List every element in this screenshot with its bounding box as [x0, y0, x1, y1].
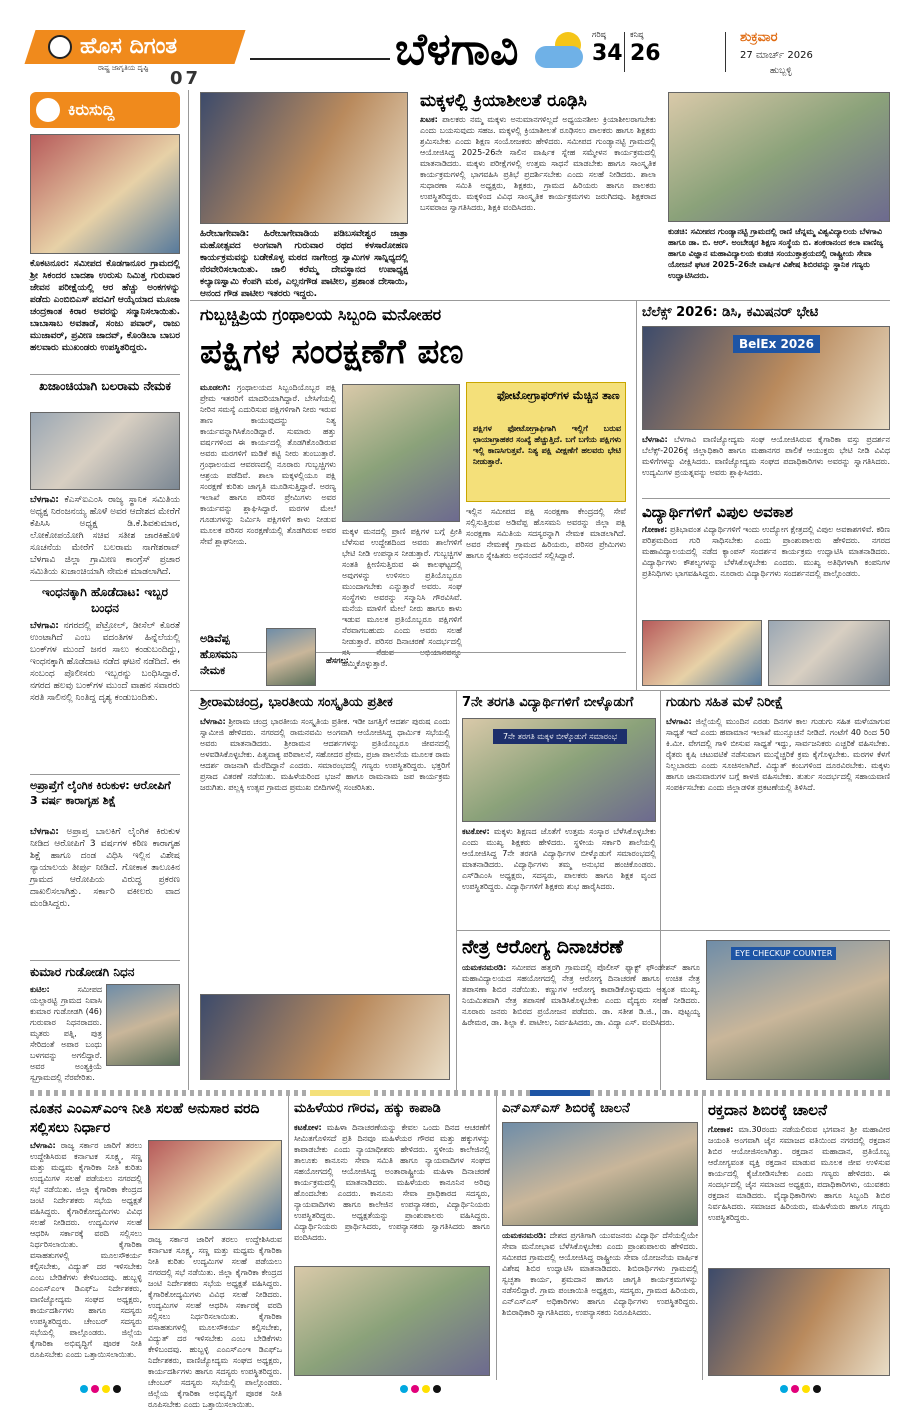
column-rule: [288, 1096, 289, 1380]
lead-kicker: ಗುಬ್ಬಚ್ಚಿಪ್ರಿಯ ಗ್ರಂಥಾಲಯ ಸಿಬ್ಬಂದಿ ಮನೋಹರ: [200, 305, 442, 324]
story-headline: 7ನೇ ತರಗತಿ ವಿದ್ಯಾರ್ಥಿಗಳಿಗೆ ಬೀಳ್ಕೊಡುಗೆ: [462, 695, 634, 710]
lead-photo: [342, 384, 460, 522]
story-text: ಕೊಕಟನೂರ: ಸಮೀಪದ ಕೊಡಗಾನೂರ ಗ್ರಾಮದಲ್ಲಿ ಶ್ರೀ ಸಿಕಂದರ ಬಾದಶಾ ಉರುಸು ನಿಮಿತ್ತ ಗುರುವಾರ ಜೇವನ ಪರೀಕ್ಷೆಯಲ್ಲಿ ಆರ ಹೆಚ್ಚು ಅಂಕಗಳನ್ನು ಪಡೆದು ಎಂಬಿಬಿಎಸ್ ಪದವಿಗೆ ಆಯ್ಕೆಯಾದ ಮೂಜಾ ಚಂದ್ರಕಾಂತ ಕಿರಾರ ಅವರನ್ನು ಸನ್ಮಾನಿಸಲಾಯಿತು. ಬಾಬಾಸಾಬ ಅವತಾಡೆ, ಸಂಜು ಪವಾರ್, ರಾಜು ಮುಜಾವರ್, ಪ್ರವೀಣ ಜಾದವ್, ಕೊಂಡಿಬಾ ಬಾಬರ ಹಲವಾರು ಮುಖಂಡರು ಉಪಸ್ಥಿತರಿದ್ದರು.: [30, 259, 180, 353]
photo: [768, 620, 890, 686]
photo: [642, 326, 890, 430]
column-rule: [456, 690, 457, 1090]
story-headline: ನೂತನ ಎಂಎಸ್ಎಂಇ ನೀತಿ ಸಲಹೆ ಅನುಸಾರ ವರದಿ ಸಲ್ಲಿಸಲು ನಿರ್ಧಾರ: [30, 1101, 260, 1136]
byline-portrait: [266, 628, 316, 686]
date-divider: [725, 32, 726, 72]
expo-banner: BelEx 2026: [733, 335, 820, 353]
story-headline: ಕುಮಾರ ಗುಡೋಡಗಿ ನಿಧನ: [30, 965, 135, 979]
story-text: ಯಮಕನಮರಡಿ: ಸಮೀಪದ ಹತ್ತರಗಿ ಗ್ರಾಮದಲ್ಲಿ ಪೊಲೀಸ್ ಫ್ಯಾಕ್ಟ್ ಫೌಂಡೇಶನ್ ಹಾಗೂ ಮಹಾವಿದ್ಯಾಲಯದ ಸಹಯೋಗದಲ್ಲಿ ನೇತ್ರ ಆರೋಗ್ಯ ದಿನಾಚರಣೆ ಹಾಗೂ ಉಚಿತ ನೇತ್ರ ತಪಾಸಣಾ ಶಿಬಿರ ನಡೆಯಿತು. ಕಣ್ಣುಗಳ ಆರೋಗ್ಯ ಕಾಪಾಡಿಕೊಳ್ಳುವುದು ಅತ್ಯಂತ ಮುಖ್ಯ. ನಿಯಮಿತವಾಗಿ ನೇತ್ರ ತಪಾಸಣೆ ಮಾಡಿಸಿಕೊಳ್ಳಬೇಕು ಎಂದು ವೈದ್ಯರು ಸಲಹೆ ನೀಡಿದರು. ನೂರಾರು ಜನರು ಶಿಬಿರದ ಪ್ರಯೋಜನ ಪಡೆದರು. ಡಾ. ಸತೀಶ ಡಿ.ಜಿ., ಡಾ. ಪುಟ್ಟಯ್ಯ ಹಿರೇಮಠ, ಡಾ. ಶಿಲ್ಪಾ ಕೆ. ಪಾಟೀಲ, ನಿರ್ವಹಿಸಿದರು, ಡಾ. ವಿದ್ಯಾ ಎಸ್. ವಂದಿಸಿದರು.: [462, 963, 700, 1027]
byline-surname: ಹೊಸಮನಿ: [200, 648, 238, 661]
masthead-rule: [250, 58, 390, 60]
section-rule: [190, 300, 890, 301]
date-text: 27 ಮಾರ್ಚ್ 2026: [740, 50, 813, 61]
story-divider: [30, 774, 180, 775]
photo: [502, 1122, 698, 1226]
story-headline: ಮಕ್ಕಳಲ್ಲಿ ಕ್ರಿಯಾಶೀಲತೆ ರೂಢಿಸಿ: [420, 91, 587, 111]
lead-text: ಮೂಡಲಗಿ: ಗ್ರಂಥಾಲಯದ ಸಿಬ್ಬಂದಿಯೊಬ್ಬರ ಪಕ್ಷಿ ಪ್ರೇಮ ಇತರರಿಗೆ ಮಾದರಿಯಾಗಿದ್ದಾರೆ. ಬೇಸಿಗೆಯಲ್ಲಿ ನೀರಿನ ಸಮಸ್ಯೆ ಎದುರಿಸುವ ಪಕ್ಷಿಗಳಿಗಾಗಿ ನೀರು ಇರುವ ತಾಣ ಕಾಯುವುದನ್ನು ನಿತ್ಯ ಕಾರ್ಯವನ್ನಾಗಿಸಿಕೊಂಡಿದ್ದಾರೆ. ಸುಮಾರು ಹತ್ತು ವರ್ಷಗಳಿಂದ ಈ ಕಾರ್ಯದಲ್ಲಿ ತೊಡಗಿಕೊಂಡಿರುವ ಅವರು ಮರಗಳಿಗೆ ಮಡಿಕೆ ಕಟ್ಟಿ ನೀರು ತುಂಬುತ್ತಾರೆ. ಗ್ರಂಥಾಲಯದ ಆವರಣದಲ್ಲಿ ನೂರಾರು ಗುಬ್ಬಚ್ಚಿಗಳು ಆಶ್ರಯ ಪಡೆದಿವೆ. ಶಾಲಾ ಮಕ್ಕಳಲ್ಲಿಯೂ ಪಕ್ಷಿ ಸಂರಕ್ಷಣೆ ಕುರಿತು ಜಾಗೃತಿ ಮೂಡಿಸುತ್ತಿದ್ದಾರೆ. ಅರಣ್ಯ ಇಲಾಖೆ ಹಾಗೂ ಪರಿಸರ ಪ್ರೇಮಿಗಳು ಅವರ ಕಾರ್ಯವನ್ನು ಶ್ಲಾಘಿಸಿದ್ದಾರೆ. ಮರಗಳ ಮೇಲೆ ಗೂಡುಗಳನ್ನು ನಿರ್ಮಿಸಿ ಪಕ್ಷಿಗಳಿಗೆ ಕಾಳು ನೀಡುವ ಮೂಲಕ ಪರಿಸರ ಸಂರಕ್ಷಣೆಯಲ್ಲಿ ತೊಡಗಿರುವ ಅವರ ಸೇವೆ ಶ್ಲಾಘನೀಯ.: [200, 383, 337, 546]
photo: [642, 620, 762, 686]
story-headline: ಗುಡುಗು ಸಹಿತ ಮಳೆ ನಿರೀಕ್ಷೆ: [666, 695, 784, 710]
lead-text-3: ಇಲ್ಲಿನ ಸಮೀಪದ ಪಕ್ಷಿ ಸಂರಕ್ಷಣಾ ಕೇಂದ್ರದಲ್ಲಿ ಸೇವೆ ಸಲ್ಲಿಸುತ್ತಿರುವ ಅಡಿವೆಪ್ಪ ಹೊಸಮನಿ ಅವರನ್ನು ಜಿಲ್ಲಾ ಪಕ್ಷಿ ಸಂರಕ್ಷಣಾ ಸಮಿತಿಯ ಸದಸ್ಯರನ್ನಾಗಿ ನೇಮಕ ಮಾಡಲಾಗಿದೆ. ಅವರ ನೇಮಕಕ್ಕೆ ಗ್ರಾಮದ ಹಿರಿಯರು, ಪರಿಸರ ಪ್ರೇಮಿಗಳು ಹಾಗೂ ಸ್ನೇಹಿತರು ಅಭಿನಂದನೆ ಸಲ್ಲಿಸಿದ್ದಾರೆ.: [466, 507, 626, 560]
logo-tagline: ರಾಷ್ಟ್ರ ಜಾಗೃತಿಯ ದೃಷ್ಟಿ: [98, 64, 149, 72]
photo: [148, 1140, 282, 1230]
logo-emblem-icon: [48, 35, 72, 59]
story-divider: [642, 498, 890, 499]
story-text: ಬೆಳಗಾವಿ: ಕೆಎಸ್‌ಐಎಂಸಿ ರಾಜ್ಯ ಸ್ಥಾನಿಕ ಸಮಿತಿಯ ಅಧ್ಯಕ್ಷ ನಿರಂಜನಯ್ಯ ಹೊಳೆ ಅವರ ಆದೇಶದ ಮೇರೆಗೆ ಕೆಪಿಸಿಸಿ ಅಧ್ಯಕ್ಷ ಡಿ.ಕೆ.ಶಿವಕುಮಾರ, ಲೋಕೋಪಯೋಗಿ ಸಚಿವ ಸತೀಶ ಜಾರಕಿಹೊಳಿ ಸೂಚನೆಯ ಮೇರೆಗೆ ಬಲರಾಮ ನಾಗೇಶರಾವ್ ಬೆಳಗಾವಿ ಜಿಲ್ಲಾ ಗ್ರಾಮೀಣ ಕಾಂಗ್ರೆಸ್ ಪ್ರಚಾರ ಸಮಿತಿಯ ಖಜಾಂಚಿಯಾಗಿ ನೇಮಕ ಮಾಡಲಾಗಿದೆ.: [30, 495, 180, 577]
story-text: ಕಟಕೋಳ: ಮಕ್ಕಳು ಶಿಕ್ಷಣದ ಜೊತೆಗೆ ಉತ್ತಮ ಸಂಸ್ಕಾರ ಬೆಳೆಸಿಕೊಳ್ಳಬೇಕು ಎಂದು ಮುಖ್ಯ ಶಿಕ್ಷಕರು ಹೇಳಿದರು. ಸ್ಥಳೀಯ ಸರ್ಕಾರಿ ಶಾಲೆಯಲ್ಲಿ ಆಯೋಜಿಸಿದ್ದ 7ನೇ ತರಗತಿ ವಿದ್ಯಾರ್ಥಿಗಳ ಬೀಳ್ಕೊಡುಗೆ ಸಮಾರಂಭದಲ್ಲಿ ಮಾತನಾಡಿದರು. ವಿದ್ಯಾರ್ಥಿಗಳು ತಮ್ಮ ಅನುಭವ ಹಂಚಿಕೊಂಡರು. ಎಸ್‌ಡಿಎಂಸಿ ಅಧ್ಯಕ್ಷರು, ಸದಸ್ಯರು, ಪಾಲಕರು ಹಾಗೂ ಶಿಕ್ಷಕ ವೃಂದ ಉಪಸ್ಥಿತರಿದ್ದರು. ವಿದ್ಯಾರ್ಥಿಗಳಿಗೆ ಶಿಕ್ಷಕರು ಶುಭ ಹಾರೈಸಿದರು.: [462, 827, 656, 891]
story-text: ಹಿರೇಬಾಗೇವಾಡಿ: ಹಿರೇಬಾಗೇವಾಡಿಯ ಪಡಿಬಸವೇಶ್ವರ ಜಾತ್ರಾ ಮಹೋತ್ಸವದ ಅಂಗವಾಗಿ ಗುರುವಾರ ರಥದ ಕಳಸಾರೋಹಣ ಕಾರ್ಯಕ್ರಮವನ್ನು ಬಡೇಕೊಳ್ಳ ಮಠದ ನಾಗೇಂದ್ರ ಸ್ವಾಮಿಗಳ ಸಾನ್ನಿಧ್ಯದಲ್ಲಿ ನೆರವೇರಿಸಲಾಯಿತು. ಜಾಲಿ ಕರೆಮ್ಮ ದೇವಸ್ಥಾನದ ಉಪಾಧ್ಯಕ್ಷ ಕಲ್ಯಾಣಸ್ವಾಮಿ ಕೆಂಪಗಿ ಮಠ, ಎಲ್ಲನಗೌಡ ಪಾಟೀಲ, ಪ್ರಶಾಂತ ದೇಸಾಯಿ, ಆನಂದ ಗೌಡ ಪಾಟೀಲ ಇತರರು ಇದ್ದರು.: [200, 229, 408, 299]
story-text: ಗೋಕಾಕ: ಮಾ.30ರಂದು ನಡೆಯಲಿರುವ ಭಗವಾನ ಶ್ರೀ ಮಹಾವೀರ ಜಯಂತಿ ಅಂಗವಾಗಿ ಜೈನ ಸಮಾಜದ ವತಿಯಿಂದ ನಗರದಲ್ಲಿ ರಕ್ತದಾನ ಶಿಬಿರ ಆಯೋಜಿಸಲಾಗಿತ್ತು. ರಕ್ತದಾನ ಮಹಾದಾನ, ಪ್ರತಿಯೊಬ್ಬ ಆರೋಗ್ಯವಂತ ವ್ಯಕ್ತಿ ರಕ್ತದಾನ ಮಾಡುವ ಮೂಲಕ ಜೀವ ಉಳಿಸುವ ಕಾರ್ಯದಲ್ಲಿ ಕೈಜೋಡಿಸಬೇಕು ಎಂದು ಗಣ್ಯರು ಹೇಳಿದರು. ಈ ಸಂದರ್ಭದಲ್ಲಿ ಜೈನ ಸಮಾಜದ ಅಧ್ಯಕ್ಷರು, ಪದಾಧಿಕಾರಿಗಳು, ಯುವಕರು ರಕ್ತದಾನ ಮಾಡಿದರು. ವೈದ್ಯಾಧಿಕಾರಿಗಳು ಹಾಗೂ ಸಿಬ್ಬಂದಿ ಶಿಬಿರ ನಿರ್ವಹಿಸಿದರು. ಸಮಾಜದ ಹಿರಿಯರು, ಮಹಿಳೆಯರು ಹಾಗೂ ಗಣ್ಯರು ಉಪಸ್ಥಿತರಿದ್ದರು.: [708, 1125, 890, 1222]
story-headline: ಖಜಾಂಚಿಯಾಗಿ ಬಲರಾಮ ನೇಮಕ: [39, 379, 171, 393]
photo: [30, 412, 180, 490]
photo: [708, 1268, 890, 1376]
story-text: ಕಟಕೋಳ: ಮಹಿಳಾ ದಿನಾಚರಣೆಯನ್ನು ಕೇವಲ ಒಂದು ದಿನದ ಆಚರಣೆಗೆ ಸೀಮಿತಗೊಳಿಸದೆ ಪ್ರತಿ ದಿನವೂ ಮಹಿಳೆಯರ ಗೌರವ ಮತ್ತು ಹಕ್ಕುಗಳನ್ನು ಕಾಪಾಡಬೇಕು ಎಂದು ನ್ಯಾಯಾಧೀಶರು ಹೇಳಿದರು. ಸ್ಥಳೀಯ ಕಾಲೇಜಿನಲ್ಲಿ ತಾಲೂಕು ಕಾನೂನು ಸೇವಾ ಸಮಿತಿ ಹಾಗೂ ನ್ಯಾಯವಾದಿಗಳ ಸಂಘದ ಸಹಯೋಗದಲ್ಲಿ ಆಯೋಜಿಸಿದ್ದ ಅಂತಾರಾಷ್ಟ್ರೀಯ ಮಹಿಳಾ ದಿನಾಚರಣೆ ಕಾರ್ಯಕ್ರಮದಲ್ಲಿ ಮಾತನಾಡಿದರು. ಮಹಿಳೆಯರು ಕಾನೂನಿನ ಅರಿವು ಹೊಂದಬೇಕು ಎಂದರು. ಕಾನೂನು ಸೇವಾ ಪ್ರಾಧಿಕಾರದ ಸದಸ್ಯರು, ನ್ಯಾಯವಾದಿಗಳು ಹಾಗೂ ಕಾಲೇಜಿನ ಉಪನ್ಯಾಸಕರು, ವಿದ್ಯಾರ್ಥಿನಿಯರು ಉಪಸ್ಥಿತರಿದ್ದರು. ಅಧ್ಯಕ್ಷತೆಯನ್ನು ಪ್ರಾಂಶುಪಾಲರು ವಹಿಸಿದ್ದರು. ವಿದ್ಯಾರ್ಥಿನಿಯರು ಪ್ರಾರ್ಥಿಸಿದರು, ಉಪನ್ಯಾಸಕರು ಸ್ವಾಗತಿಸಿದರು ಹಾಗೂ ವಂದಿಸಿದರು.: [294, 1123, 490, 1242]
photo: [30, 134, 180, 254]
photo-box-text: ಪಕ್ಷಿಗಳ ಫೋಟೋಗ್ರಾಫಿಗಾಗಿ ಇಲ್ಲಿಗೆ ಬರುವ ಛಾಯಾಗ್ರಾಹಕರ ಸಂಖ್ಯೆ ಹೆಚ್ಚುತ್ತಿದೆ. ಬಗೆ ಬಗೆಯ ಪಕ್ಷಿಗಳು ಇಲ್ಲಿ ಕಾಣಸಿಗುತ್ತವೆ. ನಿತ್ಯ ಪಕ್ಷಿ ವೀಕ್ಷಣೆಗೆ ಹಲವರು ಭೇಟಿ ನೀಡುತ್ತಾರೆ.: [473, 424, 621, 466]
story-text: ಬೆಳಗಾವಿ: ಬೆಳಗಾವಿ ವಾಣಿಜ್ಯೋದ್ಯಮ ಸಂಘ ಆಯೋಜಿಸಿರುವ ಕೈಗಾರಿಕಾ ವಸ್ತು ಪ್ರದರ್ಶನ ಬೆಲೆಕ್ಸ್-2026ಕ್ಕೆ ಜಿಲ್ಲಾಧಿಕಾರಿ ಹಾಗೂ ಮಹಾನಗರ ಪಾಲಿಕೆ ಆಯುಕ್ತರು ಭೇಟಿ ನೀಡಿ ವಿವಿಧ ಮಳಿಗೆಗಳನ್ನು ವೀಕ್ಷಿಸಿದರು. ವಾಣಿಜ್ಯೋದ್ಯಮ ಸಂಘದ ಪದಾಧಿಕಾರಿಗಳು ಅವರನ್ನು ಸ್ವಾಗತಿಸಿದರು. ಉದ್ಯಮಿಗಳ ಪ್ರಯತ್ನವನ್ನು ಅವರು ಶ್ಲಾಘಿಸಿದರು.: [642, 435, 890, 477]
story-divider: [30, 580, 180, 581]
story-text: ಬೆಳಗಾವಿ: ರಾಜ್ಯ ಸರ್ಕಾರ ಜಾರಿಗೆ ತರಲು ಉದ್ದೇಶಿಸಿರುವ ಕರ್ನಾಟಕ ಸೂಕ್ಷ್ಮ, ಸಣ್ಣ ಮತ್ತು ಮಧ್ಯಮ ಕೈಗಾರಿಕಾ ನೀತಿ ಕುರಿತು ಉದ್ಯಮಿಗಳ ಸಲಹೆ ಪಡೆಯಲು ನಗರದಲ್ಲಿ ಸಭೆ ನಡೆಯಿತು. ಜಿಲ್ಲಾ ಕೈಗಾರಿಕಾ ಕೇಂದ್ರದ ಜಂಟಿ ನಿರ್ದೇಶಕರು ಸಭೆಯ ಅಧ್ಯಕ್ಷತೆ ವಹಿಸಿದ್ದರು. ಕೈಗಾರಿಕೋದ್ಯಮಿಗಳು ವಿವಿಧ ಸಲಹೆ ನೀಡಿದರು. ಉದ್ಯಮಿಗಳ ಸಲಹೆ ಆಧರಿಸಿ ಸರ್ಕಾರಕ್ಕೆ ವರದಿ ಸಲ್ಲಿಸಲು ನಿರ್ಧರಿಸಲಾಯಿತು. ಕೈಗಾರಿಕಾ ವಸಾಹತುಗಳಲ್ಲಿ ಮೂಲಸೌಕರ್ಯ ಕಲ್ಪಿಸಬೇಕು, ವಿದ್ಯುತ್ ದರ ಇಳಿಸಬೇಕು ಎಂಬ ಬೇಡಿಕೆಗಳು ಕೇಳಿಬಂದವು. ಹುಬ್ಬಳ್ಳಿ ಎಂಎಸ್ಎಂಇ ಡಿಎಫ್‌ಒ ನಿರ್ದೇಶಕರು, ವಾಣಿಜ್ಯೋದ್ಯಮ ಸಂಘದ ಅಧ್ಯಕ್ಷರು, ಕಾರ್ಯದರ್ಶಿಗಳು ಹಾಗೂ ಸದಸ್ಯರು ಉಪಸ್ಥಿತರಿದ್ದರು. ಚೇಂಬರ್ ಸದಸ್ಯರು ಸಭೆಯಲ್ಲಿ ಪಾಲ್ಗೊಂಡರು. ಜಿಲ್ಲೆಯ ಕೈಗಾರಿಕಾ ಅಭಿವೃದ್ಧಿಗೆ ಪೂರಕ ನೀತಿ ರೂಪಿಸಬೇಕು ಎಂದು ಒತ್ತಾಯಿಸಲಾಯಿತು.: [30, 1141, 142, 1359]
temp-max-label: ಗರಿಷ್ಠ: [592, 30, 606, 39]
logo-text: ಹೊಸ ದಿಗಂತ: [80, 34, 178, 59]
logo-block: [30, 30, 240, 89]
photo: [668, 92, 890, 222]
story-headline: ಎನ್ಎಸ್ಎಸ್ ಶಿಬಿರಕ್ಕೆ ಚಾಲನೆ: [502, 1101, 630, 1116]
lead-text-2: ಮಕ್ಕಳ ಮನದಲ್ಲಿ ಪ್ರಾಣಿ ಪಕ್ಷಿಗಳ ಬಗ್ಗೆ ಪ್ರೀತಿ ಬೆಳೆಸುವ ಉದ್ದೇಶದಿಂದ ಅವರು ಶಾಲೆಗಳಿಗೆ ಭೇಟಿ ನೀಡಿ ಉಪನ್ಯಾಸ ನೀಡುತ್ತಾರೆ. ಗುಬ್ಬಚ್ಚಿಗಳ ಸಂತತಿ ಕ್ಷೀಣಿಸುತ್ತಿರುವ ಈ ಕಾಲಘಟ್ಟದಲ್ಲಿ ಅವುಗಳನ್ನು ಉಳಿಸಲು ಪ್ರತಿಯೊಬ್ಬರೂ ಮುಂದಾಗಬೇಕು ಎನ್ನುತ್ತಾರೆ ಅವರು. ಸಂಘ ಸಂಸ್ಥೆಗಳು ಅವರನ್ನು ಸನ್ಮಾನಿಸಿ ಗೌರವಿಸಿವೆ. ಮನೆಯ ಮಾಳಿಗೆ ಮೇಲೆ ನೀರು ಹಾಗೂ ಕಾಳು ಇಡುವ ಮೂಲಕ ಪ್ರತಿಯೊಬ್ಬರೂ ಪಕ್ಷಿಗಳಿಗೆ ನೆರವಾಗಬಹುದು ಎಂದು ಅವರು ಸಲಹೆ ನೀಡುತ್ತಾರೆ. ಪರಿಸರ ದಿನಾಚರಣೆ ಸಂದರ್ಭದಲ್ಲಿ ಹಮ್ಮಿಕೊಳ್ಳುತ್ತಾರೆ.: [342, 527, 462, 668]
kirusuddi-label: ಕಿರುಸುದ್ದಿ: [68, 100, 115, 119]
byline-first-name: ಅಡಿವೆಪ್ಪ: [200, 632, 230, 645]
section-rule: [190, 690, 890, 691]
weather-icon: [535, 32, 591, 72]
story-text: ಕುಟಿಲ: ಸಮೀಪದ ಯಲ್ಪಾರಟ್ಟಿ ಗ್ರಾಮದ ನಿವಾಸಿ ಕುಮಾರ ಗುಡೋಡಗಿ (46) ಗುರುವಾರ ನಿಧನರಾದರು. ಮೃತರು ಪತ್ನಿ, ಪುತ್ರ ಸೇರಿದಂತೆ ಅಪಾರ ಬಂಧು ಬಳಗವನ್ನು ಅಗಲಿದ್ದಾರೆ. ಅವರ ಅಂತ್ಯಕ್ರಿಯೆ ಸ್ವಗ್ರಾಮದಲ್ಲಿ ನೆರವೇರಿತು.: [30, 985, 102, 1082]
story-text: ಗೋಕಾಕ: ಪ್ರತಿಭಾವಂತ ವಿದ್ಯಾರ್ಥಿಗಳಿಗೆ ಇಂದು ಉದ್ಯೋಗ ಕ್ಷೇತ್ರದಲ್ಲಿ ವಿಪುಲ ಅವಕಾಶಗಳಿವೆ. ಕಠಿಣ ಪರಿಶ್ರಮದಿಂದ ಗುರಿ ಸಾಧಿಸಬೇಕು ಎಂದು ಪ್ರಾಂಶುಪಾಲರು ಹೇಳಿದರು. ನಗರದ ಮಹಾವಿದ್ಯಾಲಯದಲ್ಲಿ ನಡೆದ ಕ್ಯಾಂಪಸ್ ಸಂದರ್ಶನ ಕಾರ್ಯಕ್ರಮ ಉದ್ಘಾಟಿಸಿ ಮಾತನಾಡಿದರು. ವಿದ್ಯಾರ್ಥಿಗಳು ಕೌಶಲ್ಯಗಳನ್ನು ಬೆಳೆಸಿಕೊಳ್ಳಬೇಕು ಎಂದರು. ಮುಖ್ಯ ಅತಿಥಿಗಳಾಗಿ ಕಂಪನಿಗಳ ಪ್ರತಿನಿಧಿಗಳು ಭಾಗವಹಿಸಿದ್ದರು. ನೂರಾರು ವಿದ್ಯಾರ್ಥಿಗಳು ಸಂದರ್ಶನದಲ್ಲಿ ಪಾಲ್ಗೊಂಡರು.: [642, 525, 890, 578]
edition-title: ಬೆಳಗಾವಿ: [395, 24, 519, 75]
story-headline: ಶ್ರೀರಾಮಚಂದ್ರ, ಭಾರತೀಯ ಸಂಸ್ಕೃತಿಯ ಪ್ರತೀಕ: [200, 695, 393, 710]
registration-marks: [400, 1378, 444, 1397]
story-headline: ಇಂಧನಕ್ಕಾಗಿ ಹೊಡೆದಾಟ: ಇಬ್ಬರ ಬಂಧನ: [41, 585, 169, 615]
photo: [294, 1266, 490, 1376]
hand-icon: [36, 98, 60, 122]
column-rule: [636, 300, 637, 690]
photo-caption: ಕುಡಚಿ: ಸಮೀಪದ ಗುಂಡ್ಯಾನಟ್ಟಿ ಗ್ರಾಮದಲ್ಲಿ ರಾಣಿ ಚೆನ್ನಮ್ಮ ವಿಶ್ವವಿದ್ಯಾಲಯ ಬೆಳಗಾವಿ ಹಾಗೂ ಡಾ. ಬಿ. ಆರ್. ಅಂಬೇಡ್ಕರ ಶಿಕ್ಷಣ ಸಂಸ್ಥೆಯ ಬಿ. ಶಂಕರಾನಂದ ಕಲಾ ವಾಣಿಜ್ಯ ಹಾಗೂ ವಿಜ್ಞಾನ ಮಹಾವಿದ್ಯಾಲಯ ಕುಡಚಿ ಸಂಯುಕ್ತಾಶ್ರಯದಲ್ಲಿ ರಾಷ್ಟ್ರೀಯ ಸೇವಾ ಯೋಜನೆ ಘಟಕ 2025-26ನೇ ವಾರ್ಷಿಕ ವಿಶೇಷ ಶಿಬಿರವನ್ನು ಸ್ಥಾನಿಕ ಗಣ್ಯರು ಉದ್ಘಾಟಿಸಿದರು.: [668, 227, 884, 280]
story-text: ಬೆಳಗಾವಿ: ಜಿಲ್ಲೆಯಲ್ಲಿ ಮುಂದಿನ ಎರಡು ದಿನಗಳ ಕಾಲ ಗುಡುಗು ಸಹಿತ ಮಳೆಯಾಗುವ ಸಾಧ್ಯತೆ ಇದೆ ಎಂದು ಹವಾಮಾನ ಇಲಾಖೆ ಮುನ್ಸೂಚನೆ ನೀಡಿದೆ. ಗಂಟೆಗೆ 40 ರಿಂದ 50 ಕಿ.ಮೀ. ವೇಗದಲ್ಲಿ ಗಾಳಿ ಬೀಸುವ ಸಾಧ್ಯತೆ ಇದ್ದು, ಸಾರ್ವಜನಿಕರು ಎಚ್ಚರಿಕೆ ವಹಿಸಬೇಕು. ರೈತರು ಕೃಷಿ ಚಟುವಟಿಕೆ ನಡೆಸುವಾಗ ಮುನ್ನೆಚ್ಚರಿಕೆ ಕ್ರಮ ಕೈಗೊಳ್ಳಬೇಕು. ಮರಗಳ ಕೆಳಗೆ ನಿಲ್ಲಬಾರದು ಎಂದು ಸೂಚಿಸಲಾಗಿದೆ. ವಿದ್ಯುತ್ ಕಂಬಗಳಿಂದ ದೂರವಿರಬೇಕು. ಮಕ್ಕಳು ಹಾಗೂ ಜಾನುವಾರುಗಳ ಬಗ್ಗೆ ಕಾಳಜಿ ವಹಿಸಬೇಕು. ತುರ್ತು ಸಂದರ್ಭದಲ್ಲಿ ಸಹಾಯವಾಣಿ ಸಂಪರ್ಕಿಸಬೇಕು ಎಂದು ಜಿಲ್ಲಾಡಳಿತ ಪ್ರಕಟಣೆಯಲ್ಲಿ ತಿಳಿಸಿದೆ.: [666, 717, 890, 792]
registration-marks: [80, 1378, 124, 1397]
story-text: ಯಮಕನಮರಡಿ: ದೇಶದ ಪ್ರಗತಿಗಾಗಿ ಯುವಜನರು ವಿದ್ಯಾರ್ಥಿ ದೆಸೆಯಲ್ಲಿಯೇ ಸೇವಾ ಮನೋಭಾವ ಬೆಳೆಸಿಕೊಳ್ಳಬೇಕು ಎಂದು ಪ್ರಾಂಶುಪಾಲರು ಹೇಳಿದರು. ಸಮೀಪದ ಗ್ರಾಮದಲ್ಲಿ ಆಯೋಜಿಸಿದ್ದ ರಾಷ್ಟ್ರೀಯ ಸೇವಾ ಯೋಜನೆಯ ವಾರ್ಷಿಕ ವಿಶೇಷ ಶಿಬಿರ ಉದ್ಘಾಟಿಸಿ ಮಾತನಾಡಿದರು. ಶಿಬಿರಾರ್ಥಿಗಳು ಗ್ರಾಮದಲ್ಲಿ ಸ್ವಚ್ಛತಾ ಕಾರ್ಯ, ಶ್ರಮದಾನ ಹಾಗೂ ಜಾಗೃತಿ ಕಾರ್ಯಕ್ರಮಗಳನ್ನು ನಡೆಸಲಿದ್ದಾರೆ. ಗ್ರಾಮ ಪಂಚಾಯಿತಿ ಅಧ್ಯಕ್ಷರು, ಸದಸ್ಯರು, ಗ್ರಾಮದ ಹಿರಿಯರು, ಎನ್ಎಸ್ಎಸ್ ಅಧಿಕಾರಿಗಳು ಹಾಗೂ ವಿದ್ಯಾರ್ಥಿಗಳು ಉಪಸ್ಥಿತರಿದ್ದರು. ಶಿಬಿರಾಧಿಕಾರಿ ಸ್ವಾಗತಿಸಿದರು, ಉಪನ್ಯಾಸಕರು ನಿರೂಪಿಸಿದರು.: [502, 1231, 698, 1317]
column-rule: [188, 90, 189, 1090]
story-headline: ರಕ್ತದಾನ ಶಿಬಿರಕ್ಕೆ ಚಾಲನೆ: [708, 1101, 827, 1119]
byline-role: ನೇಮಕ: [200, 664, 226, 677]
eye-banner: EYE CHECKUP COUNTER: [731, 947, 836, 960]
photo: [200, 92, 408, 224]
farewell-banner: 7ನೇ ತರಗತಿ ಮಕ್ಕಳ ಬೀಳ್ಕೊಡುಗೆ ಸಮಾರಂಭ: [493, 729, 627, 744]
story-headline: ಅಪ್ರಾಪ್ತೆಗೆ ಲೈಂಗಿಕ ಕಿರುಕುಳ: ಆರೋಪಿಗೆ 3 ವರ್ಷ ಕಾರಾಗೃಹ ಶಿಕ್ಷೆ: [30, 779, 171, 807]
photo: [200, 994, 450, 1080]
page-number: 07: [170, 68, 202, 89]
photo-box: [466, 382, 626, 502]
column-rule: [702, 1096, 703, 1380]
story-divider: [30, 374, 180, 375]
kirusuddi-tag: [30, 92, 180, 128]
photo: [706, 940, 890, 1080]
column-rule: [496, 1096, 497, 1380]
story-text: ಬೆಳಗಾವಿ: ಶ್ರೀರಾಮ ಚಂದ್ರ ಭಾರತೀಯ ಸಂಸ್ಕೃತಿಯ ಪ್ರತೀಕ. ಇಡೀ ಜಗತ್ತಿಗೆ ಆದರ್ಶ ಪುರುಷ ಎಂದು ಸ್ವಾಮೀಜಿ ಹೇಳಿದರು. ನಗರದಲ್ಲಿ ರಾಮನವಮಿ ಅಂಗವಾಗಿ ಆಯೋಜಿಸಿದ್ದ ಧಾರ್ಮಿಕ ಸಭೆಯಲ್ಲಿ ಅವರು ಮಾತನಾಡಿದರು. ಶ್ರೀರಾಮನ ಆದರ್ಶಗಳನ್ನು ಪ್ರತಿಯೊಬ್ಬರೂ ಜೀವನದಲ್ಲಿ ಅಳವಡಿಸಿಕೊಳ್ಳಬೇಕು. ಪಿತೃವಾಕ್ಯ ಪರಿಪಾಲನೆ, ಸಹೋದರ ಪ್ರೇಮ, ಪ್ರಜಾ ಪಾಲನೆಯ ಮೂಲಕ ರಾಮ ಆದರ್ಶ ರಾಜನಾಗಿ ಮೆರೆದಿದ್ದಾನೆ ಎಂದರು. ಸಮಾರಂಭದಲ್ಲಿ ಗಣ್ಯರು ಉಪಸ್ಥಿತರಿದ್ದರು. ಭಕ್ತರಿಗೆ ಪ್ರಸಾದ ವಿತರಣೆ ನಡೆಯಿತು. ಮಹಿಳೆಯರಿಂದ ಭಜನೆ ಹಾಗೂ ರಾಮನಾಮ ಜಪ ಕಾರ್ಯಕ್ರಮ ಜರುಗಿತು. ಪಲ್ಲಕ್ಕಿ ಉತ್ಸವ ಗ್ರಾಮದ ಪ್ರಮುಖ ಬೀದಿಗಳಲ್ಲಿ ಸಂಚರಿಸಿತು.: [200, 717, 450, 792]
section-rule: [456, 930, 890, 931]
temp-divider: [624, 32, 625, 72]
story-divider: [30, 960, 180, 961]
story-text: ಬೆಳಗಾವಿ: ಅಪ್ರಾಪ್ತ ಬಾಲಕಿಗೆ ಲೈಂಗಿಕ ಕಿರುಕುಳ ನೀಡಿದ ಆರೋಪಿಗೆ 3 ವರ್ಷಗಳ ಕಠಿಣ ಕಾರಾಗೃಹ ಶಿಕ್ಷೆ ಹಾಗೂ ದಂಡ ವಿಧಿಸಿ ಇಲ್ಲಿನ ವಿಶೇಷ ನ್ಯಾಯಾಲಯ ತೀರ್ಪು ನೀಡಿದೆ. ಗೋಕಾಕ ತಾಲೂಕಿನ ಗ್ರಾಮದ ಆರೋಪಿಯ ವಿರುದ್ಧ ಪ್ರಕರಣ ದಾಖಲಿಸಲಾಗಿತ್ತು. ಸರ್ಕಾರಿ ವಕೀಲರು ವಾದ ಮಂಡಿಸಿದ್ದರು.: [30, 827, 180, 909]
story-headline: ನೇತ್ರ ಆರೋಗ್ಯ ದಿನಾಚರಣೆ: [462, 936, 624, 958]
story-text: ಹೆಸಗಲ:: [326, 656, 349, 665]
story-headline: ವಿದ್ಯಾರ್ಥಿಗಳಿಗೆ ವಿಪುಲ ಅವಕಾಶ: [642, 503, 794, 521]
registration-marks: [780, 1378, 824, 1397]
bottom-band: [30, 1090, 890, 1096]
story-text-2: ರಾಜ್ಯ ಸರ್ಕಾರ ಜಾರಿಗೆ ತರಲು ಉದ್ದೇಶಿಸಿರುವ ಕರ್ನಾಟಕ ಸೂಕ್ಷ್ಮ, ಸಣ್ಣ ಮತ್ತು ಮಧ್ಯಮ ಕೈಗಾರಿಕಾ ನೀತಿ ಕುರಿತು ಉದ್ಯಮಿಗಳ ಸಲಹೆ ಪಡೆಯಲು ನಗರದಲ್ಲಿ ಸಭೆ ನಡೆಯಿತು. ಜಿಲ್ಲಾ ಕೈಗಾರಿಕಾ ಕೇಂದ್ರದ ಜಂಟಿ ನಿರ್ದೇಶಕರು ಸಭೆಯ ಅಧ್ಯಕ್ಷತೆ ವಹಿಸಿದ್ದರು. ಕೈಗಾರಿಕೋದ್ಯಮಿಗಳು ವಿವಿಧ ಸಲಹೆ ನೀಡಿದರು. ಉದ್ಯಮಿಗಳ ಸಲಹೆ ಆಧರಿಸಿ ಸರ್ಕಾರಕ್ಕೆ ವರದಿ ಸಲ್ಲಿಸಲು ನಿರ್ಧರಿಸಲಾಯಿತು. ಕೈಗಾರಿಕಾ ವಸಾಹತುಗಳಲ್ಲಿ ಮೂಲಸೌಕರ್ಯ ಕಲ್ಪಿಸಬೇಕು, ವಿದ್ಯುತ್ ದರ ಇಳಿಸಬೇಕು ಎಂಬ ಬೇಡಿಕೆಗಳು ಕೇಳಿಬಂದವು. ಹುಬ್ಬಳ್ಳಿ ಎಂಎಸ್ಎಂಇ ಡಿಎಫ್‌ಒ ನಿರ್ದೇಶಕರು, ವಾಣಿಜ್ಯೋದ್ಯಮ ಸಂಘದ ಅಧ್ಯಕ್ಷರು, ಕಾರ್ಯದರ್ಶಿಗಳು ಹಾಗೂ ಸದಸ್ಯರು ಉಪಸ್ಥಿತರಿದ್ದರು. ಚೇಂಬರ್ ಸದಸ್ಯರು ಸಭೆಯಲ್ಲಿ ಪಾಲ್ಗೊಂಡರು. ಜಿಲ್ಲೆಯ ಕೈಗಾರಿಕಾ ಅಭಿವೃದ್ಧಿಗೆ ಪೂರಕ ನೀತಿ ರೂಪಿಸಬೇಕು ಎಂದು ಒತ್ತಾಯಿಸಲಾಯಿತು.: [148, 1235, 282, 1409]
temp-min: 26: [630, 41, 661, 66]
photo-box-title: ಫೋಟೋಗ್ರಾಫರ್‌ಗಳ ಮೆಚ್ಚಿನ ತಾಣ: [497, 389, 620, 402]
photo: [462, 718, 656, 822]
story-headline: ಮಹಿಳೆಯರ ಗೌರವ, ಹಕ್ಕು ಕಾಪಾಡಿ: [294, 1101, 441, 1116]
temp-min-label: ಕನಿಷ್ಠ: [630, 30, 644, 39]
lead-headline: ಪಕ್ಷಿಗಳ ಸಂರಕ್ಷಣೆಗೆ ಪಣ: [200, 332, 464, 372]
story-text: ಖಟಕ: ಪಾಲಕರು ನಮ್ಮ ಮಕ್ಕಳು ಅನುಮಾನಗಳಿಲ್ಲದೆ ಅಧ್ಯಯನಶೀಲ ಕ್ರಿಯಾಶೀಲರಾಗಬೇಕು ಎಂದು ಬಯಸುವುದು ಸಹಜ. ಮಕ್ಕಳಲ್ಲಿ ಕ್ರಿಯಾಶೀಲತೆ ರೂಢಿಸಲು ಪಾಲಕರು ಹಾಗೂ ಶಿಕ್ಷಕರು ಶ್ರಮಿಸಬೇಕು ಎಂದು ಶಿಕ್ಷಣ ಸಂಯೋಜಕರು ಹೇಳಿದರು. ಸಮೀಪದ ಗುಂಡ್ಯಾನಟ್ಟಿ ಗ್ರಾಮದಲ್ಲಿ ಆಯೋಜಿಸಿದ್ದ 2025-26ನೇ ಸಾಲಿನ ವಾರ್ಷಿಕ ಸ್ನೇಹ ಸಮ್ಮೇಳನ ಕಾರ್ಯಕ್ರಮದಲ್ಲಿ ಮಾತನಾಡಿದರು. ಮಕ್ಕಳು ಪರೀಕ್ಷೆಗಳಲ್ಲಿ ಉತ್ತಮ ಸಾಧನೆ ಮಾಡಬೇಕು ಹಾಗೂ ಸಾಂಸ್ಕೃತಿಕ ಕಾರ್ಯಕ್ರಮಗಳಲ್ಲಿ ಭಾಗವಹಿಸಿ ಪ್ರತಿಭೆ ಪ್ರದರ್ಶಿಸಬೇಕು ಎಂದು ಸಲಹೆ ನೀಡಿದರು. ಶಾಲಾ ಸುಧಾರಣಾ ಸಮಿತಿ ಅಧ್ಯಕ್ಷರು, ಶಿಕ್ಷಕರು, ಗ್ರಾಮದ ಹಿರಿಯರು ಹಾಗೂ ಪಾಲಕರು ಉಪಸ್ಥಿತರಿದ್ದರು. ಮಕ್ಕಳಿಂದ ವಿವಿಧ ಸಾಂಸ್ಕೃತಿಕ ಕಾರ್ಯಕ್ರಮಗಳು ಜರುಗಿದವು. ಶಿಕ್ಷಕರಾದ ಬಸವರಾಜ ಸ್ವಾಗತಿಸಿದರು, ಶಿಕ್ಷಕಿ ವಂದಿಸಿದರು.: [420, 115, 656, 212]
day-name: ಶುಕ್ರವಾರ: [740, 30, 778, 45]
city-name: ಹುಬ್ಬಳ್ಳಿ: [770, 66, 792, 76]
story-headline: ಬೆಲೆಕ್ಸ್ 2026: ಡಿಸಿ, ಕಮಿಷನರ್ ಭೇಟಿ: [642, 305, 819, 320]
portrait-photo: [106, 984, 180, 1066]
story-text: ಬೆಳಗಾವಿ: ನಗರದಲ್ಲಿ ಪೆಟ್ರೋಲ್, ಡೀಸೆಲ್ ಕೊರತೆ ಉಂಟಾಗಿದೆ ಎಂಬ ವದಂತಿಗಳ ಹಿನ್ನೆಲೆಯಲ್ಲಿ ಬಂಕ್‌ಗಳ ಮುಂದೆ ಜನರ ಸಾಲು ಕಂಡುಬಂದಿದ್ದು, ಇಂಧನಕ್ಕಾಗಿ ಹೊಡೆದಾಟ ನಡೆದ ಘಟನೆ ನಡೆದಿದೆ. ಈ ಸಂಬಂಧ ಪೊಲೀಸರು ಇಬ್ಬರನ್ನು ಬಂಧಿಸಿದ್ದಾರೆ. ನಗರದ ಹಲವು ಬಂಕ್‌ಗಳ ಮುಂದೆ ವಾಹನ ಸವಾರರು ಸರತಿ ಸಾಲಿನಲ್ಲಿ ನಿಂತಿದ್ದ ದೃಶ್ಯ ಕಂಡುಬಂದಿತು.: [30, 621, 180, 703]
temp-max: 34: [592, 41, 623, 66]
masthead: [0, 0, 900, 88]
